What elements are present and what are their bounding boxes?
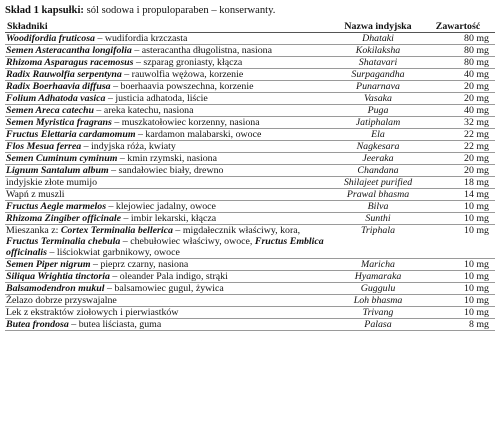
ingredient-cell — [5, 188, 335, 200]
indian-name-cell: Kokilaksha — [335, 44, 421, 56]
table-row — [5, 318, 495, 330]
table-row — [5, 92, 495, 104]
ingredient-text: Mieszanka z: — [6, 224, 61, 236]
latin-name: Rhizoma Asparagus racemosus — [6, 56, 134, 68]
amount-cell: 10 mg — [421, 212, 495, 224]
ingredients-table — [5, 21, 495, 331]
ingredient-text: – oleander Pala indigo, strąki — [109, 270, 228, 282]
latin-name: Radix Boerhaavia diffusa — [6, 80, 111, 92]
amount-cell: 10 mg — [421, 224, 495, 258]
ingredient-text: – areka katechu, nasiona — [93, 104, 194, 116]
ingredient-text: indyjskie złote mumijo — [6, 176, 98, 188]
amount-cell: 10 mg — [421, 270, 495, 282]
amount-cell: 40 mg — [421, 68, 495, 80]
indian-name-cell: Sunthi — [335, 212, 421, 224]
indian-name-cell: Surpagandha — [335, 68, 421, 80]
ingredient-cell — [5, 258, 335, 270]
intro-label: Skład 1 kapsułki: — [5, 5, 84, 16]
amount-cell: 14 mg — [421, 188, 495, 200]
table-row — [5, 176, 495, 188]
ingredient-cell — [5, 68, 335, 80]
table-row — [5, 164, 495, 176]
latin-name: Fructus Aegle marmelos — [6, 200, 107, 212]
indian-name-cell: Vasaka — [335, 92, 421, 104]
latin-name: Radix Rauwolfia serpentyna — [6, 68, 122, 80]
indian-name-cell: Jeeraka — [335, 152, 421, 164]
ingredient-text: Wapń z muszli — [6, 188, 65, 200]
ingredient-text: – balsamowiec gugul, żywica — [104, 282, 224, 294]
indian-name-cell: Prawal bhasma — [335, 188, 421, 200]
ingredient-cell — [5, 116, 335, 128]
amount-cell: 80 mg — [421, 56, 495, 68]
table-row — [5, 104, 495, 116]
amount-cell: 22 mg — [421, 128, 495, 140]
latin-name: Siliqua Wrightia tinctoria — [6, 270, 110, 282]
ingredient-cell — [5, 92, 335, 104]
ingredient-text: – boerhaavia powszechna, korzenie — [110, 80, 254, 92]
indian-name-cell: Puga — [335, 104, 421, 116]
table-row — [5, 56, 495, 68]
ingredient-cell — [5, 282, 335, 294]
table-row — [5, 282, 495, 294]
table-row — [5, 68, 495, 80]
table-row — [5, 224, 495, 258]
table-body — [5, 32, 495, 330]
amount-cell: 20 mg — [421, 92, 495, 104]
latin-name: Rhizoma Zingiber officinale — [6, 212, 122, 224]
latin-name: Fructus Emblica officinalis — [6, 235, 324, 258]
indian-name-cell: Hyamaraka — [335, 270, 421, 282]
table-row — [5, 306, 495, 318]
ingredient-cell — [5, 152, 335, 164]
indian-name-cell: Jatiphalam — [335, 116, 421, 128]
ingredient-cell — [5, 200, 335, 212]
ingredient-cell — [5, 104, 335, 116]
indian-name-cell: Loh bhasma — [335, 294, 421, 306]
latin-name: Balsamodendron mukul — [6, 282, 105, 294]
amount-cell: 10 mg — [421, 282, 495, 294]
table-row — [5, 294, 495, 306]
indian-name-cell: Dhataki — [335, 32, 421, 44]
table-row — [5, 188, 495, 200]
indian-name-cell: Maricha — [335, 258, 421, 270]
ingredient-text: – szparag groniasty, kłącza — [133, 56, 243, 68]
indian-name-cell: Chandana — [335, 164, 421, 176]
ingredient-cell — [5, 164, 335, 176]
ingredient-text: – wudifordia krzczasta — [94, 32, 188, 44]
latin-name: Semen Piper nigrum — [6, 258, 91, 270]
amount-cell: 10 mg — [421, 200, 495, 212]
ingredient-text: Lek z ekstraktów ziołowych i pierwiastków — [6, 306, 179, 318]
latin-name: Semen Areca catechu — [6, 104, 94, 116]
indian-name-cell: Nagkesara — [335, 140, 421, 152]
latin-name: Flos Mesua ferrea — [6, 140, 82, 152]
amount-cell: 20 mg — [421, 80, 495, 92]
ingredient-text: – imbir lekarski, kłącza — [121, 212, 217, 224]
ingredient-text: – rauwolfia wężowa, korzenie — [121, 68, 244, 80]
header-indian-name: Nazwa indyjska — [335, 21, 421, 33]
amount-cell: 80 mg — [421, 44, 495, 56]
amount-cell: 22 mg — [421, 140, 495, 152]
amount-cell: 80 mg — [421, 32, 495, 44]
header-amount: Zawartość — [421, 21, 495, 33]
ingredient-text: – kardamon malabarski, owoce — [135, 128, 262, 140]
ingredient-cell — [5, 212, 335, 224]
table-row — [5, 128, 495, 140]
amount-cell: 10 mg — [421, 306, 495, 318]
ingredient-cell — [5, 44, 335, 56]
ingredient-cell — [5, 128, 335, 140]
amount-cell: 32 mg — [421, 116, 495, 128]
amount-cell: 40 mg — [421, 104, 495, 116]
table-row — [5, 200, 495, 212]
table-row — [5, 80, 495, 92]
ingredient-text: – sandałowiec biały, drewno — [108, 164, 224, 176]
ingredient-text: – pieprz czarny, nasiona — [90, 258, 189, 270]
indian-name-cell: Trivang — [335, 306, 421, 318]
indian-name-cell: Bilva — [335, 200, 421, 212]
ingredient-cell — [5, 80, 335, 92]
table-header-row — [5, 21, 495, 33]
ingredient-cell — [5, 318, 335, 330]
indian-name-cell: Triphala — [335, 224, 421, 258]
indian-name-cell: Guggulu — [335, 282, 421, 294]
latin-name: Lignum Santalum album — [6, 164, 109, 176]
latin-name: Butea frondosa — [6, 318, 69, 330]
latin-name: Folium Adhatoda vasica — [6, 92, 106, 104]
table-row — [5, 258, 495, 270]
ingredient-cell — [5, 224, 335, 258]
indian-name-cell: Palasa — [335, 318, 421, 330]
amount-cell: 8 mg — [421, 318, 495, 330]
table-row — [5, 140, 495, 152]
latin-name: Fructus Elettaria cardamomum — [6, 128, 136, 140]
intro-line — [5, 5, 497, 18]
indian-name-cell: Shilajeet purified — [335, 176, 421, 188]
ingredient-text: – indyjska róża, kwiaty — [81, 140, 176, 152]
table-row — [5, 116, 495, 128]
latin-name: Woodifordia fruticosa — [6, 32, 95, 44]
latin-name: Semen Asteracantha longifolia — [6, 44, 132, 56]
latin-name: Cortex Terminalia bellerica — [60, 224, 173, 236]
intro-text: sól sodowa i propuloparaben – konserwanty. — [83, 5, 276, 16]
header-ingredients: Składniki — [5, 21, 335, 33]
latin-name: Semen Myristica fragrans — [6, 116, 112, 128]
table-row — [5, 152, 495, 164]
amount-cell: 18 mg — [421, 176, 495, 188]
table-row — [5, 212, 495, 224]
amount-cell: 20 mg — [421, 152, 495, 164]
ingredient-cell — [5, 32, 335, 44]
table-row — [5, 270, 495, 282]
ingredient-text: – klejowiec jadalny, owoce — [106, 200, 216, 212]
ingredient-text: – muszkatołowiec korzenny, nasiona — [111, 116, 260, 128]
ingredient-text: – asteracantha długolistna, nasiona — [131, 44, 272, 56]
ingredient-text: – chebułowiec właściwy, owoce, — [120, 235, 255, 247]
ingredient-text: Żelazo dobrze przyswajalne — [6, 294, 117, 306]
ingredient-text: – kmin rzymski, nasiona — [117, 152, 217, 164]
ingredient-cell — [5, 306, 335, 318]
table-row — [5, 32, 495, 44]
indian-name-cell: Shatavari — [335, 56, 421, 68]
amount-cell: 10 mg — [421, 294, 495, 306]
indian-name-cell: Ela — [335, 128, 421, 140]
ingredient-cell — [5, 294, 335, 306]
ingredient-text: – butea liściasta, guma — [68, 318, 162, 330]
ingredient-cell — [5, 176, 335, 188]
latin-name: Fructus Terminalia chebula — [6, 235, 121, 247]
indian-name-cell: Punarnava — [335, 80, 421, 92]
table-row — [5, 44, 495, 56]
ingredient-cell — [5, 270, 335, 282]
amount-cell: 10 mg — [421, 258, 495, 270]
ingredient-text: – liściokwiat garbnikowy, owoce — [46, 246, 180, 258]
ingredient-text: – justicia adhatoda, liście — [105, 92, 208, 104]
ingredient-text: – migdałecznik właściwy, kora, — [172, 224, 301, 236]
latin-name: Semen Cuminum cyminum — [6, 152, 118, 164]
ingredient-cell — [5, 56, 335, 68]
ingredient-cell — [5, 140, 335, 152]
amount-cell: 20 mg — [421, 164, 495, 176]
